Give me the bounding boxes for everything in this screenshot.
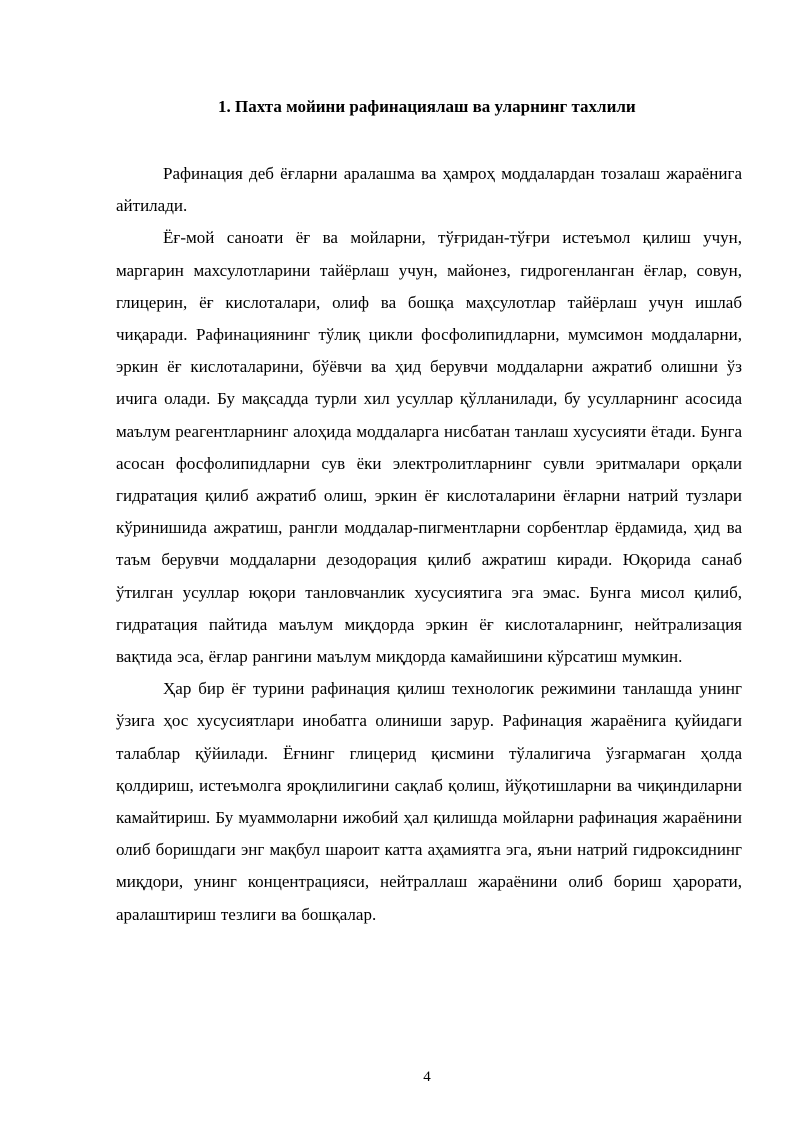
- paragraph-refining-cycle: Ёғ-мой саноати ёғ ва мойларни, тўғридан-тўғри истеъмол қилиш учун, маргарин махсулотларини тайёрлаш учун, майонез, гидрогенланган ёғлар, совун, глицерин, ёғ кислоталари, олиф ва бошқа маҳсулотлар тайёрлаш учун ишлаб чиқаради. Рафинациянинг тўлиқ цикли фосфолипидларни, мумсимон моддаларни, эркин ёғ кислоталарини, бўёвчи ва ҳид берувчи моддаларни ажратиб олишни ўз ичига олади. Бу мақсадда турли хил усуллар қўлланилади, бу усулларнинг асосида маълум реагентларнинг алоҳида моддаларга нисбатан танлаш хусусияти ётади. Бунга асосан фосфолипидларни сув ёки электролитларнинг сувли эритмалари орқали гидратация қилиб ажратиб олиш, эркин ёғ кислоталарини ёғларни натрий тузлари кўринишида ажратиш, рангли моддалар-пигментларни сорбентлар ёрдамида, ҳид ва таъм берувчи моддаларни дезодорация қилиб ажратиш киради. Юқорида санаб ўтилган усуллар юқори танловчанлик хусусиятига эга эмас. Бунга мисол қилиб, гидратация пайтида маълум миқдорда эркин ёғ кислоталарнинг, нейтрализация вақтида эса, ёғлар рангини маълум миқдорда камайишини кўрсатиш мумкин.: [116, 228, 742, 667]
- document-page: [116, 0, 742, 1131]
- document-body: [116, 158, 742, 931]
- paragraph-refining-requirements: Ҳар бир ёғ турини рафинация қилиш технологик режимини танлашда унинг ўзига ҳос хусусиятлари инобатга олиниши зарур. Рафинация жараёнига қуйидаги талаблар қўйилади. Ёғнинг глицерид қисмини тўлалигича ўзгармаган ҳолда қолдириш, истеъмолга яроқлилигини сақлаб қолиш, йўқотишларни ва чиқиндиларни камайтириш. Бу муаммоларни ижобий ҳал қилишда мойларни рафинация жараёнини олиб боришдаги энг мақбул шароит катта аҳамиятга эга, яъни натрий гидроксиднинг миқдори, унинг концентрацияси, нейтраллаш жараёнини олиб бориш ҳарорати, аралаштириш тезлиги ва бошқалар.: [116, 679, 742, 924]
- page-number: 4: [423, 1069, 431, 1085]
- paragraph-definition: Рафинация деб ёғларни аралашма ва ҳамроҳ моддалардан тозалаш жараёнига айтилади.: [116, 164, 742, 216]
- section-title: 1. Пахта мойини рафинациялаш ва уларнинг тахлили: [218, 97, 636, 116]
